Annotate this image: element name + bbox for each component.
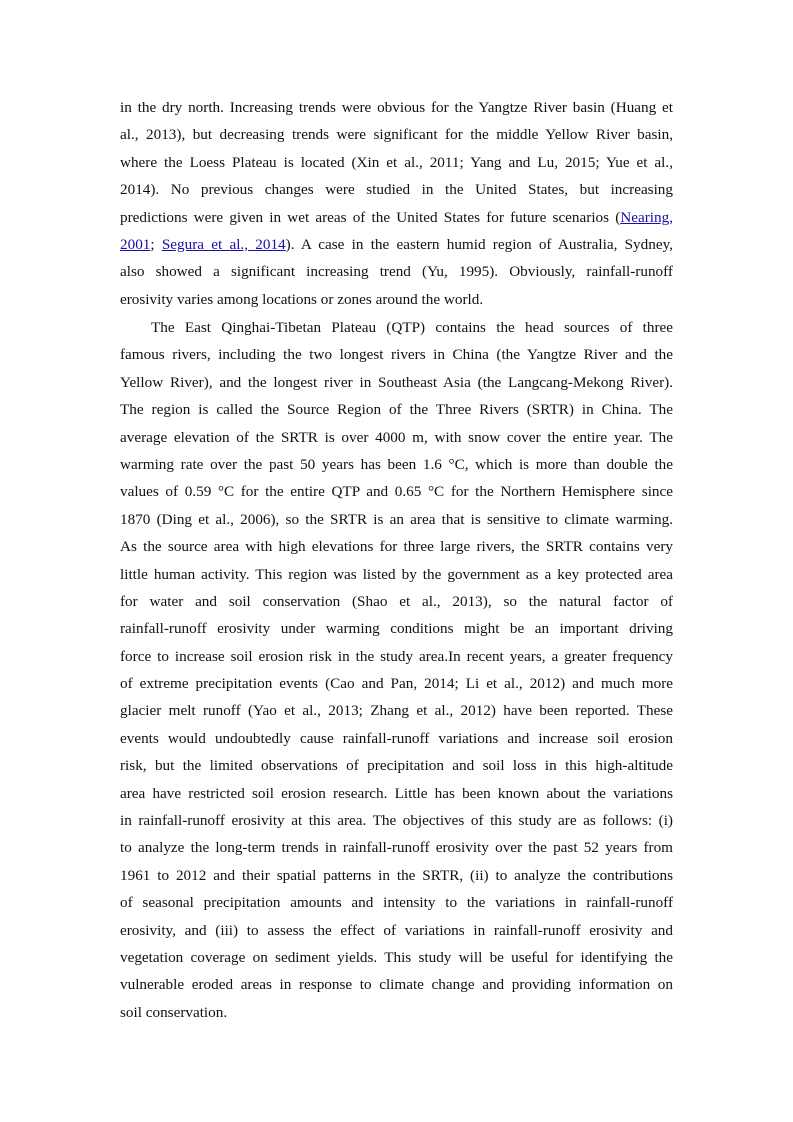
text-line bbox=[120, 149, 673, 176]
text-segment: al., 2013), but decreasing trends were significant for the middle Yellow River basin, bbox=[120, 126, 673, 144]
text-segment: risk, but the limited observations of precipitation and soil loss in this high-altitude bbox=[120, 757, 673, 775]
text-line bbox=[120, 478, 673, 505]
text-segment: vulnerable eroded areas in response to climate change and providing information on bbox=[120, 976, 673, 994]
text-segment: area have restricted soil erosion research. Little has been known about the variations bbox=[120, 784, 673, 802]
text-line bbox=[120, 258, 673, 285]
text-line bbox=[120, 121, 673, 148]
text-segment: little human activity. This region was listed by the government as a key protected area bbox=[120, 565, 673, 583]
text-segment: warming rate over the past 50 years has been 1.6 °C, which is more than double the bbox=[120, 455, 673, 473]
text-segment: to analyze the long-term trends in rainfall-runoff erosivity over the past 52 years from bbox=[120, 839, 673, 857]
text-line bbox=[120, 588, 673, 615]
text-segment: erosivity varies among locations or zones around the world. bbox=[120, 290, 484, 308]
text-line bbox=[120, 697, 673, 724]
citation-link[interactable]: Nearing, bbox=[620, 208, 673, 226]
text-line bbox=[120, 561, 673, 588]
text-line bbox=[120, 94, 673, 121]
text-line bbox=[120, 917, 673, 944]
text-line bbox=[120, 807, 673, 834]
text-line bbox=[120, 725, 673, 752]
text-segment: 1961 to 2012 and their spatial patterns in the SRTR, (ii) to analyze the contributions bbox=[120, 866, 673, 884]
text-segment: Yellow River), and the longest river in Southeast Asia (the Langcang-Mekong River). bbox=[120, 373, 673, 391]
text-segment: in the dry north. Increasing trends were obvious for the Yangtze River basin (Huang et bbox=[120, 99, 673, 116]
text-segment: events would undoubtedly cause rainfall-runoff variations and increase soil erosion bbox=[120, 729, 673, 747]
text-line bbox=[120, 780, 673, 807]
text-line bbox=[120, 314, 673, 341]
text-line bbox=[120, 286, 673, 313]
text-segment: average elevation of the SRTR is over 4000 m, with snow cover the entire year. The bbox=[120, 428, 673, 446]
text-line bbox=[120, 834, 673, 861]
text-segment: ; bbox=[150, 235, 162, 253]
text-segment: 1870 (Ding et al., 2006), so the SRTR is an area that is sensitive to climate warming. bbox=[120, 510, 673, 528]
paragraph-2 bbox=[120, 314, 673, 1026]
text-segment: where the Loess Plateau is located (Xin et al., 2011; Yang and Lu, 2015; Yue et al., bbox=[120, 153, 673, 171]
text-segment: erosivity, and (iii) to assess the effect of variations in rainfall-runoff erosivity and bbox=[120, 921, 673, 939]
text-line bbox=[120, 999, 673, 1026]
text-line bbox=[120, 670, 673, 697]
text-line bbox=[120, 176, 673, 203]
text-line bbox=[120, 643, 673, 670]
text-segment: in rainfall-runoff erosivity at this area. The objectives of this study are as follows: (i) bbox=[120, 812, 673, 830]
text-line bbox=[120, 533, 673, 560]
text-segment: glacier melt runoff (Yao et al., 2013; Zhang et al., 2012) have been reported. These bbox=[120, 702, 673, 720]
text-segment: famous rivers, including the two longest rivers in China (the Yangtze River and the bbox=[120, 346, 673, 364]
text-line bbox=[120, 451, 673, 478]
text-segment: for water and soil conservation (Shao et al., 2013), so the natural factor of bbox=[120, 592, 673, 610]
text-line bbox=[120, 889, 673, 916]
text-segment: The East Qinghai-Tibetan Plateau (QTP) contains the head sources of three bbox=[151, 319, 673, 336]
text-segment: The region is called the Source Region of the Three Rivers (SRTR) in China. The bbox=[120, 401, 673, 419]
text-line bbox=[120, 204, 673, 231]
text-segment: of extreme precipitation events (Cao and Pan, 2014; Li et al., 2012) and much more bbox=[120, 675, 673, 693]
text-line bbox=[120, 752, 673, 779]
text-segment: soil conservation. bbox=[120, 1003, 228, 1021]
text-line bbox=[120, 369, 673, 396]
text-line bbox=[120, 944, 673, 971]
text-line bbox=[120, 971, 673, 998]
text-segment: values of 0.59 °C for the entire QTP and 0.65 °C for the Northern Hemisphere since bbox=[120, 483, 673, 501]
text-segment: of seasonal precipitation amounts and intensity to the variations in rainfall-runoff bbox=[120, 894, 673, 912]
text-segment: As the source area with high elevations for three large rivers, the SRTR contains very bbox=[120, 538, 673, 556]
text-segment: ). A case in the eastern humid region of Australia, Sydney, bbox=[285, 235, 673, 253]
text-line bbox=[120, 396, 673, 423]
paragraph-1 bbox=[120, 94, 673, 313]
text-line bbox=[120, 424, 673, 451]
text-segment: predictions were given in wet areas of the United States for future scenarios ( bbox=[120, 208, 621, 226]
text-line bbox=[120, 231, 673, 258]
text-segment: 2014). No previous changes were studied in the United States, but increasing bbox=[120, 181, 673, 199]
citation-link[interactable]: Segura et al., 2014 bbox=[161, 235, 286, 253]
text-segment: force to increase soil erosion risk in the study area.In recent years, a greater frequency bbox=[120, 647, 673, 665]
text-line bbox=[120, 341, 673, 368]
text-segment: rainfall-runoff erosivity under warming conditions might be an important driving bbox=[120, 620, 673, 638]
text-segment: also showed a significant increasing trend (Yu, 1995). Obviously, rainfall-runoff bbox=[120, 263, 673, 281]
text-line bbox=[120, 615, 673, 642]
text-segment: vegetation coverage on sediment yields. This study will be useful for identifying the bbox=[120, 948, 673, 966]
text-line bbox=[120, 862, 673, 889]
text-line bbox=[120, 506, 673, 533]
citation-link[interactable]: 2001 bbox=[120, 235, 151, 253]
